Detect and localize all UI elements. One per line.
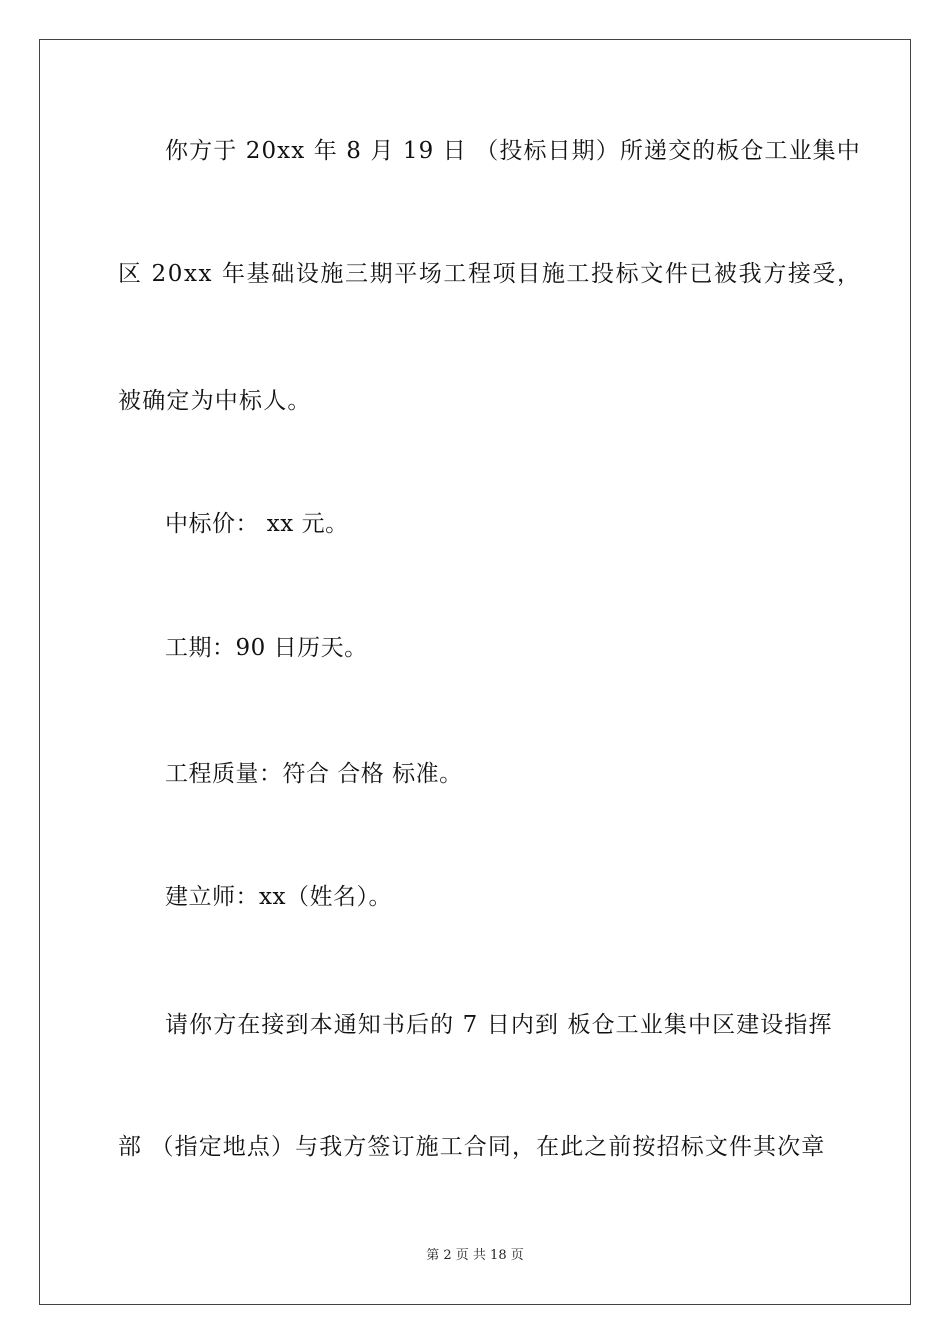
bid-price-line: 中标价： xx 元。 <box>165 511 349 537</box>
page-border <box>39 39 911 1305</box>
paragraph-1-line-1: 你方于 20xx 年 8 月 19 日 （投标日期）所递交的板仓工业集中 <box>165 138 861 164</box>
supervisor-line: 建立师：xx（姓名）。 <box>165 884 392 910</box>
quality-line: 工程质量：符合 合格 标准。 <box>165 761 463 787</box>
paragraph-2-line-2: 部 （指定地点）与我方签订施工合同，在此之前按招标文件其次章 <box>118 1134 826 1160</box>
paragraph-2-line-1: 请你方在接到本通知书后的 7 日内到 板仓工业集中区建设指挥 <box>165 1012 833 1038</box>
paragraph-1-line-3: 被确定为中标人。 <box>118 388 312 414</box>
page-number-footer: 第 2 页 共 18 页 <box>426 1248 524 1263</box>
paragraph-1-line-2: 区 20xx 年基础设施三期平场工程项目施工投标文件已被我方接受， <box>118 261 862 287</box>
duration-line: 工期：90 日历天。 <box>165 635 368 661</box>
